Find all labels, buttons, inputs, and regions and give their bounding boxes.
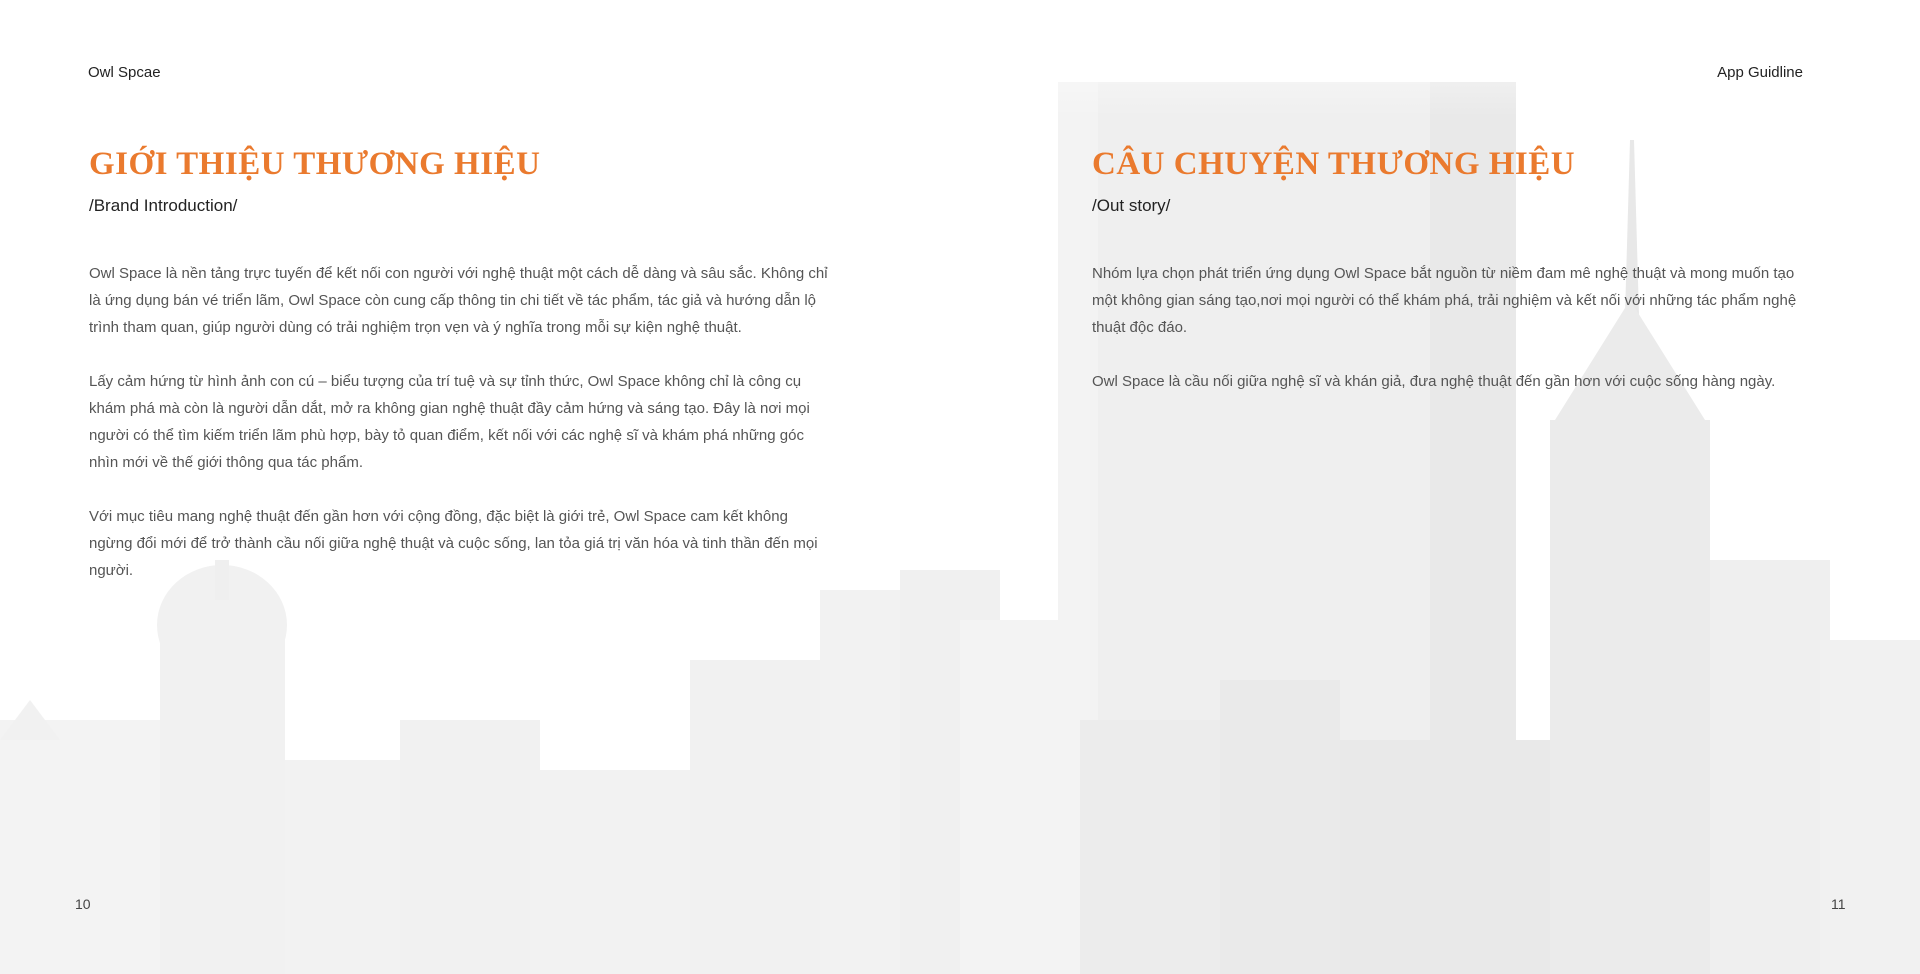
brand-introduction-title: GIỚI THIỆU THƯƠNG HIỆU — [89, 146, 541, 182]
document-brand-name: Owl Spcae — [88, 64, 161, 81]
paragraph: Nhóm lựa chọn phát triển ứng dụng Owl Space bắt nguồn từ niềm đam mê nghệ thuật và mong muốn tạo một không gian sáng tạo,nơi mọi người có thể khám phá, trải nghiệm và kết nối với những tác phẩm nghệ thuật độc đáo. — [1092, 265, 1797, 336]
brand-story-body — [1092, 260, 1822, 395]
page-number-right: 11 — [1831, 896, 1846, 912]
brand-story-subtitle: /Out story/ — [1092, 196, 1171, 215]
brand-introduction-subtitle: /Brand Introduction/ — [89, 196, 238, 215]
document-section-name: App Guidline — [1717, 64, 1803, 81]
paragraph: Lấy cảm hứng từ hình ảnh con cú – biểu tượng của trí tuệ và sự tỉnh thức, Owl Space không chỉ là công cụ khám phá mà còn là người dẫn dắt, mở ra không gian nghệ thuật đầy cảm hứng và sáng tạo. Đây là nơi mọi người có thể tìm kiếm triển lãm phù hợp, bày tỏ quan điểm, kết nối với các nghệ sĩ và khám phá những góc nhìn mới về thế giới thông qua tác phẩm. — [89, 373, 810, 471]
brand-story-title: CÂU CHUYỆN THƯƠNG HIỆU — [1092, 146, 1576, 182]
brand-introduction-section — [89, 142, 834, 611]
page-number-left: 10 — [75, 896, 91, 912]
paragraph: Với mục tiêu mang nghệ thuật đến gần hơn với cộng đồng, đặc biệt là giới trẻ, Owl Space cam kết không ngừng đổi mới để trở thành cầu nối giữa nghệ thuật và cuộc sống, lan tỏa giá trị văn hóa và tinh thần đến mọi người. — [89, 508, 818, 579]
brand-story-section — [1092, 142, 1822, 422]
paragraph: Owl Space là nền tảng trực tuyến để kết nối con người với nghệ thuật một cách dễ dàng và sâu sắc. Không chỉ là ứng dụng bán vé triển lãm, Owl Space còn cung cấp thông tin chi tiết về tác phẩm, tác giả và hướng dẫn lộ trình tham quan, giúp người dùng có trải nghiệm trọn vẹn và ý nghĩa trong mỗi sự kiện nghệ thuật. — [89, 265, 828, 336]
paragraph: Owl Space là cầu nối giữa nghệ sĩ và khán giả, đưa nghệ thuật đến gần hơn với cuộc sống hàng ngày. — [1092, 373, 1776, 390]
brand-introduction-body — [89, 260, 834, 584]
